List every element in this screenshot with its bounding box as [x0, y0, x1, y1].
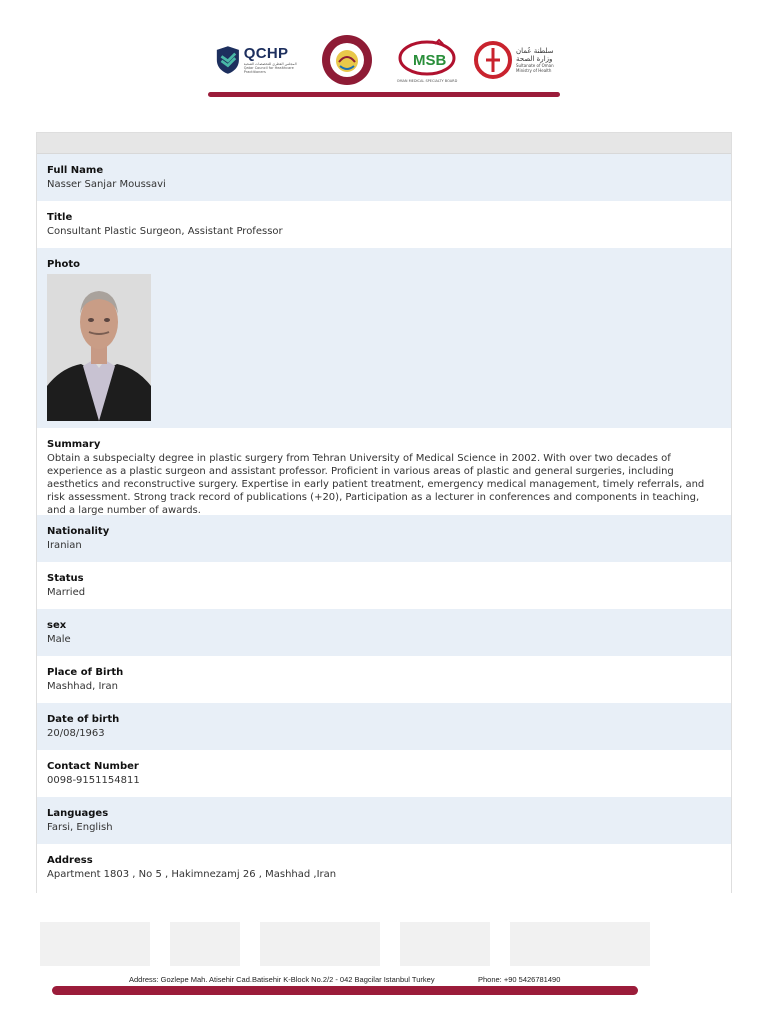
shield-icon — [215, 44, 241, 76]
qchp-logo — [215, 44, 311, 76]
field-value: Apartment 1803 , No 5 , Hakimnezamj 26 , Mashhad ,Iran — [47, 869, 337, 880]
field-title — [37, 201, 731, 248]
qchp-wordmark: QCHP — [243, 45, 289, 62]
field-date-of-birth — [37, 703, 731, 750]
portrait-image — [47, 274, 151, 421]
partner-logos — [215, 34, 555, 86]
state-of-qatar-seal — [321, 34, 373, 86]
field-label: Summary — [47, 439, 101, 450]
msb-subtitle: OMAN MEDICAL SPECIALTY BOARD — [396, 78, 458, 83]
header-divider — [208, 92, 560, 97]
field-value: Mashhad, Iran — [47, 681, 119, 692]
field-status — [37, 562, 731, 609]
field-value: Nasser Sanjar Moussavi — [47, 179, 166, 190]
field-label: Status — [47, 573, 84, 584]
oman-moh-logo — [473, 40, 554, 80]
field-label: Contact Number — [47, 761, 139, 772]
field-label: Languages — [47, 808, 109, 819]
oman-name-en-1: Sultanate of Oman — [516, 63, 554, 68]
field-photo — [37, 248, 731, 428]
field-label: Date of birth — [47, 714, 120, 725]
field-label: Place of Birth — [47, 667, 124, 678]
footer-phone: Phone: +90 5426781490 — [478, 975, 561, 984]
field-value: 20/08/1963 — [47, 728, 105, 739]
profile-card — [36, 132, 732, 893]
field-label: Title — [47, 212, 73, 223]
field-label: Photo — [47, 259, 80, 270]
footer-address: Address: Gozlepe Mah. Atisehir Cad.Batisehir K-Block No.2/2 - 042 Bagcilar Istanbul Turkey — [129, 975, 435, 984]
field-value: Married — [47, 587, 86, 598]
field-contact-number — [37, 750, 731, 797]
field-value: Male — [47, 634, 71, 645]
field-label: Nationality — [47, 526, 110, 537]
qchp-subtitle-ar: المجلس القطري للتخصصات الصحية — [243, 62, 297, 66]
field-place-of-birth — [37, 656, 731, 703]
field-value: Consultant Plastic Surgeon, Assistant Professor — [47, 226, 283, 237]
field-value: Obtain a subspecialty degree in plastic surgery from Tehran University of Medical Science in 2002. With over two decades of experience as a plastic surgeon and assistant professor. Proficient in various areas of plastic and general surgeries, including aesthetics and reconstructive surgery. Expertise in early patient treatment, emergency medical management, timely referrals, and risk assessment. Strong track record of publications (+20), Participation as a lecturer in conferences and components in teaching, and a large number of awards. — [47, 453, 705, 516]
faint-watermark — [40, 912, 660, 974]
msb-logo — [385, 38, 469, 83]
field-sex — [37, 609, 731, 656]
field-summary — [37, 428, 731, 515]
field-address — [37, 844, 731, 893]
profile-photo — [47, 274, 151, 421]
card-header-strip — [37, 133, 731, 154]
field-value: Farsi, English — [47, 822, 113, 833]
oman-moh-emblem — [473, 40, 513, 80]
field-languages — [37, 797, 731, 844]
footer-divider — [52, 986, 638, 995]
qchp-subtitle-en: Qatar Council for Healthcare Practitioners — [243, 66, 294, 74]
field-full-name — [37, 154, 731, 201]
oman-name-ar-1: سلطنة عُمان — [516, 47, 554, 55]
field-label: Full Name — [47, 165, 104, 176]
field-label: Address — [47, 855, 93, 866]
field-value: Iranian — [47, 540, 82, 551]
field-label: sex — [47, 620, 67, 631]
oman-name-en-2: Ministry of Health — [516, 68, 552, 73]
field-value: 0098-9151154811 — [47, 775, 140, 786]
oman-name-ar-2: وزارة الصحة — [516, 55, 553, 63]
field-nationality — [37, 515, 731, 562]
svg-text:MSB: MSB — [413, 51, 447, 69]
letterhead — [0, 0, 768, 110]
msb-emblem — [397, 38, 457, 78]
